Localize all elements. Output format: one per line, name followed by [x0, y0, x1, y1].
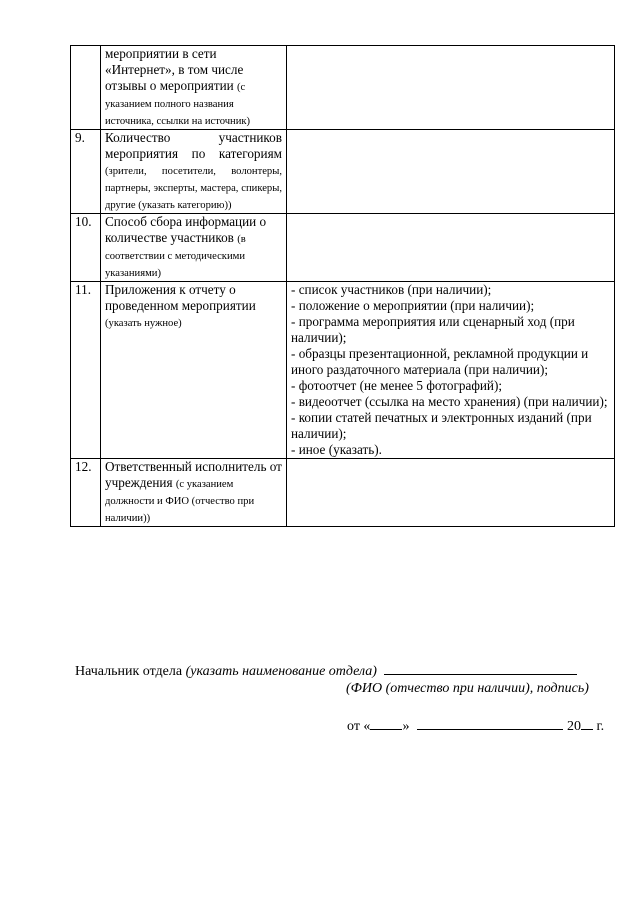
- report-table: [70, 45, 615, 527]
- row-number: 12.: [71, 459, 101, 527]
- row-value[interactable]: [287, 459, 615, 527]
- attachment-item: - фотоотчет (не менее 5 фотографий);: [291, 378, 503, 393]
- row-label: [101, 46, 287, 130]
- row-number: [71, 46, 101, 130]
- table-row: [71, 282, 615, 459]
- row-label-main: мероприятии в сети «Интернет», в том числе отзывы о мероприятии: [105, 46, 244, 93]
- row-label-main: Способ сбора информации о количестве участников: [105, 214, 267, 245]
- day-blank[interactable]: [370, 717, 402, 730]
- row-number: 9.: [71, 130, 101, 214]
- year-blank[interactable]: [581, 717, 593, 730]
- row-number: 11.: [71, 282, 101, 459]
- row-value[interactable]: [287, 214, 615, 282]
- row-label: [101, 214, 287, 282]
- attachment-item: - копии статей печатных и электронных изданий (при наличии);: [291, 410, 592, 441]
- attachment-item: - список участников (при наличии);: [291, 282, 492, 297]
- attachment-item: - образцы презентационной, рекламной продукции и иного раздаточного материала (при наличии);: [291, 346, 589, 377]
- table-row: [71, 130, 615, 214]
- row-label-note: (в соответствии с методическими указаниями): [105, 234, 246, 279]
- attachment-item: - программа мероприятия или сценарный ход (при наличии);: [291, 314, 575, 345]
- year-suffix: г.: [596, 719, 605, 734]
- row-value[interactable]: [287, 282, 615, 459]
- row-label-main: Ответственный исполнитель от учреждения: [105, 459, 282, 490]
- table-row: [71, 46, 615, 130]
- row-label-main: Количество участников мероприятия по категориям: [105, 130, 282, 161]
- row-label: [101, 130, 287, 214]
- signature-line: [75, 662, 577, 680]
- row-label: [101, 282, 287, 459]
- month-blank[interactable]: [417, 717, 563, 730]
- row-label-note: (указать нужное): [105, 318, 182, 329]
- year-prefix: 20: [566, 719, 581, 734]
- row-label-note: (с указанием полного названия источника, ссылки на источник): [105, 82, 251, 127]
- row-value[interactable]: [287, 130, 615, 214]
- row-label-note: (с указанием должности и ФИО (отчество при наличии)): [105, 479, 255, 524]
- row-value[interactable]: [287, 46, 615, 130]
- dept-hint: (указать наименование отдела): [185, 664, 377, 679]
- row-label: [101, 459, 287, 527]
- signature-blank[interactable]: [384, 662, 577, 675]
- row-number: 10.: [71, 214, 101, 282]
- date-line: [347, 717, 604, 735]
- row-label-main: Приложения к отчету о проведенном мероприятии: [105, 282, 256, 313]
- signature-hint: (ФИО (отчество при наличии), подпись): [346, 681, 589, 696]
- table-row: [71, 459, 615, 527]
- row-label-note: (зрители, посетители, волонтеры, партнеры, эксперты, мастера, спикеры, другие (указать категорию)): [105, 166, 282, 211]
- head-label: Начальник отдела: [75, 664, 183, 679]
- attachment-item: - положение о мероприятии (при наличии);: [291, 298, 535, 313]
- table-row: [71, 214, 615, 282]
- date-from-label: от «: [347, 719, 371, 734]
- attachment-item: - иное (указать).: [291, 442, 382, 457]
- date-close-quote: »: [402, 719, 410, 734]
- attachment-item: - видеоотчет (ссылка на место хранения) (при наличии);: [291, 394, 608, 409]
